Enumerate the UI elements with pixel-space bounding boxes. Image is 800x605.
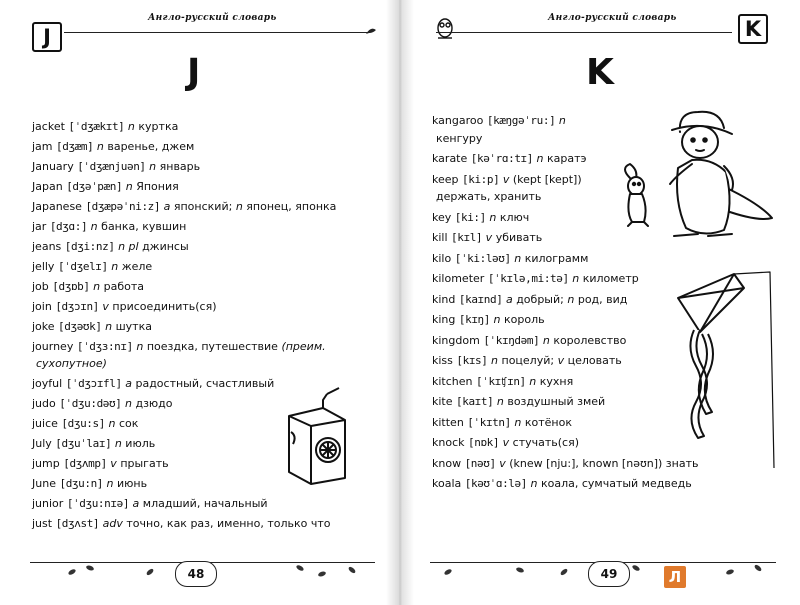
entry-word: joyful: [32, 377, 63, 390]
entry-part-of-speech: a: [132, 497, 140, 510]
entry-part-of-speech: n: [108, 417, 116, 430]
entry-translation: японец, японка: [246, 200, 337, 213]
entry-transcription: [dʒʌst]: [55, 517, 100, 530]
entry-translation: род, вид: [577, 292, 628, 306]
page-number: 49: [588, 561, 630, 587]
right-page: [400, 0, 800, 605]
entry-translation: целовать: [567, 354, 622, 367]
entry-part-of-speech: n: [530, 477, 538, 490]
entry-part-of-speech: n: [493, 313, 501, 326]
entry-transcription: [dʒɑ:]: [49, 220, 88, 233]
entry-translation: радостный, счастливый: [135, 377, 275, 390]
entry-note: (преим.: [281, 340, 326, 353]
entry-translation: присоединить(ся): [112, 300, 217, 313]
entry-transcription: [ki:]: [454, 210, 486, 224]
dictionary-entry: [32, 517, 331, 530]
entry-transcription: [kɪs]: [456, 354, 488, 367]
entry-translation: июль: [125, 437, 156, 450]
entry-part-of-speech: n: [114, 437, 122, 450]
entry-translation: килограмм: [524, 251, 589, 265]
entry-transcription: [ˈdʒɜ:nɪ]: [76, 340, 133, 353]
entry-part-of-speech: n pl: [118, 240, 139, 253]
entry-translation: январь: [159, 160, 201, 173]
entry-transcription: [kəˈrɑ:tɪ]: [470, 152, 533, 165]
entry-word: king: [432, 313, 456, 326]
entry-part-of-speech: v: [557, 354, 565, 367]
running-header: Англо-русский словарь: [148, 13, 277, 23]
entry-translation: котёнок: [524, 415, 572, 429]
entry-transcription: [dʒəʊk]: [58, 320, 102, 333]
dictionary-entry: [432, 252, 588, 265]
dictionary-entry: [432, 272, 639, 285]
header-rule: [64, 32, 370, 33]
entry-part-of-speech: n: [536, 152, 544, 165]
entry-word: karate: [432, 152, 468, 165]
dictionary-entry: [32, 180, 179, 193]
dictionary-entry: [32, 300, 217, 313]
entry-translation: поцелуй;: [501, 354, 555, 367]
entry-transcription: [dʒi:nz]: [64, 240, 115, 253]
entry-word: January: [32, 160, 74, 173]
dictionary-entry: [432, 293, 627, 306]
dictionary-entry: [432, 313, 545, 326]
entry-part-of-speech: n: [529, 374, 537, 388]
entry-word: kilometer: [432, 272, 485, 285]
entry-transcription: [ˈkɪlə,mi:tə]: [487, 272, 569, 285]
entry-translation: июнь: [117, 477, 148, 490]
entry-translation: дзюдо: [135, 397, 173, 410]
dictionary-entry: [32, 377, 274, 390]
entry-part-of-speech: n: [96, 140, 104, 153]
entry-translation: банка, кувшин: [101, 220, 187, 233]
entry-part-of-speech: n: [125, 180, 133, 193]
dictionary-entry: [32, 200, 336, 213]
entry-transcription: [ˈdʒu:nɪə]: [66, 497, 130, 510]
dictionary-entry: [32, 280, 144, 293]
entry-transcription: [nəʊ]: [464, 456, 496, 470]
entry-translation: поездка, путешествие: [146, 340, 278, 353]
entry-translation: стучать(ся): [512, 436, 579, 449]
dictionary-entry: [32, 340, 326, 353]
entry-transcription: [ˈdʒelɪ]: [57, 260, 108, 273]
header-rule: [436, 32, 732, 33]
entry-transcription: [ki:p]: [462, 172, 500, 186]
entry-translation: точно, как раз, именно, только что: [126, 517, 331, 530]
entry-continuation: сухопутное): [36, 357, 107, 370]
entry-part-of-speech: n: [105, 320, 113, 333]
entry-transcription: [ˈkɪtn]: [467, 415, 511, 429]
dictionary-entry: [32, 457, 169, 470]
entry-translation: джинсы: [142, 240, 189, 253]
entry-word: jam: [32, 140, 53, 153]
entry-transcription: [kaɪt]: [456, 395, 494, 408]
entry-part-of-speech: v: [502, 436, 510, 449]
entry-transcription: [ˈkɪŋdəm]: [483, 333, 540, 347]
entry-translation: каратэ: [546, 152, 587, 165]
entry-word: kite: [432, 395, 453, 408]
dictionary-entry: [432, 477, 692, 490]
entry-word: Japan: [32, 180, 63, 193]
entry-transcription: [ˈki:ləʊ]: [454, 251, 511, 265]
entry-part-of-speech: n: [90, 220, 98, 233]
entry-transcription: [kaɪnd]: [458, 292, 503, 306]
section-letter: K: [586, 52, 614, 93]
entry-part-of-speech: n: [111, 260, 119, 273]
leaf-decoration-icon: [440, 560, 770, 582]
publisher-logo: Л: [664, 566, 686, 588]
entry-translation: убивать: [495, 231, 543, 244]
entry-translation: младший, начальный: [142, 497, 268, 510]
section-letter-tab: J: [32, 22, 62, 52]
entry-translation: сок: [118, 417, 139, 430]
entry-transcription: [ˈkɪʧɪn]: [476, 374, 526, 388]
running-header: Англо-русский словарь: [548, 13, 677, 23]
entry-part-of-speech: a: [505, 292, 513, 306]
entry-transcription: [dʒʌmp]: [63, 457, 107, 470]
entry-part-of-speech: n: [572, 272, 580, 285]
kangaroo-illustration: [608, 106, 778, 246]
entry-transcription: [dʒæm]: [56, 140, 94, 153]
entry-continuation: держать, хранить: [436, 190, 542, 203]
dictionary-entry: [32, 160, 200, 173]
entry-word: jeans: [32, 240, 62, 253]
entry-part-of-speech: n: [567, 292, 575, 306]
entry-transcription: [dʒɒb]: [52, 280, 90, 293]
dictionary-entry: [32, 437, 155, 450]
entry-word: judo: [32, 397, 56, 410]
entry-part-of-speech: n: [489, 210, 497, 224]
entry-translation: коала, сумчатый медведь: [540, 477, 692, 490]
entry-translation: королевство: [553, 333, 627, 347]
entry-word: juice: [32, 417, 58, 430]
entry-translation: (knew [nju:], known [nəʊn]) знать: [509, 456, 699, 470]
dictionary-entry: [432, 231, 542, 244]
entry-word: kitten: [432, 415, 464, 429]
entry-word: kilo: [432, 251, 452, 265]
entry-word: jelly: [32, 260, 55, 273]
entry-part-of-speech: n: [124, 397, 132, 410]
entry-transcription: [dʒɔɪn]: [55, 300, 99, 313]
entry-part-of-speech: v: [499, 456, 506, 470]
owl-icon: [434, 16, 456, 42]
entry-part-of-speech: a: [163, 200, 171, 213]
entry-transcription: [dʒəˈpæn]: [66, 180, 123, 193]
entry-word: joke: [32, 320, 55, 333]
entry-transcription: [ˈdʒɔɪfl]: [65, 377, 122, 390]
dictionary-entry: [32, 220, 186, 233]
dictionary-entry: [32, 477, 147, 490]
entry-word: junior: [32, 497, 64, 510]
dictionary-entry: [32, 320, 152, 333]
dictionary-entry: [432, 211, 529, 224]
entry-word: jacket: [32, 120, 65, 133]
dictionary-entry: [32, 240, 189, 253]
entry-transcription: [dʒuˈlaɪ]: [55, 437, 112, 450]
entry-part-of-speech: n: [542, 333, 550, 347]
entry-transcription: [kəʊˈɑ:lə]: [464, 477, 527, 490]
juice-box-illustration: [283, 386, 355, 486]
entry-transcription: [kɪl]: [451, 231, 483, 244]
entry-transcription: [nɒk]: [468, 436, 500, 449]
entry-word: keep: [432, 172, 459, 186]
dictionary-entry: [432, 354, 622, 367]
entry-translation: японский;: [173, 200, 233, 213]
entry-word: kill: [432, 231, 448, 244]
entry-word: job: [32, 280, 49, 293]
entry-part-of-speech: n: [491, 354, 498, 367]
flourish-icon: [364, 24, 378, 38]
dictionary-entry: [32, 260, 152, 273]
dictionary-entry: [432, 416, 572, 429]
entry-transcription: [kɪŋ]: [458, 313, 491, 326]
dictionary-entry: [432, 114, 566, 127]
dictionary-entry: [32, 497, 268, 510]
entry-part-of-speech: n: [235, 200, 243, 213]
entry-word: just: [32, 517, 53, 530]
entry-translation: добрый;: [516, 292, 564, 306]
entry-word: knock: [432, 436, 465, 449]
entry-translation: король: [504, 313, 545, 326]
entry-transcription: [ˈdʒænjuən]: [77, 160, 146, 173]
entry-part-of-speech: n: [106, 477, 114, 490]
entry-part-of-speech: v: [502, 172, 510, 186]
entry-part-of-speech: n: [558, 114, 566, 127]
entry-translation: (kept [kept]): [512, 172, 582, 186]
entry-translation: километр: [582, 272, 639, 285]
entry-translation: куртка: [138, 120, 179, 133]
dictionary-entry: [432, 395, 605, 408]
entry-transcription: [dʒu:s]: [61, 417, 105, 430]
entry-part-of-speech: v: [485, 231, 493, 244]
entry-part-of-speech: n: [514, 415, 522, 429]
entry-part-of-speech: a: [125, 377, 132, 390]
entry-part-of-speech: n: [127, 120, 135, 133]
dictionary-entry: [32, 417, 138, 430]
entry-word: kitchen: [432, 374, 473, 388]
leaf-decoration-icon: [60, 560, 380, 582]
entry-translation: воздушный змей: [507, 395, 606, 408]
entry-transcription: [kæŋgəˈru:]: [486, 114, 556, 127]
dictionary-entry: [432, 436, 579, 449]
entry-transcription: [ˈdʒækɪt]: [68, 120, 125, 133]
entry-word: July: [32, 437, 52, 450]
entry-word: jump: [32, 457, 60, 470]
entry-translation: шутка: [115, 320, 152, 333]
entry-word: key: [432, 210, 452, 224]
entry-part-of-speech: n: [496, 395, 504, 408]
dictionary-entry: [32, 120, 178, 133]
entry-continuation: кенгуру: [436, 131, 483, 145]
entry-transcription: [dʒu:n]: [59, 477, 104, 490]
entry-word: kiss: [432, 354, 453, 367]
entry-part-of-speech: n: [149, 160, 157, 173]
entry-word: kangaroo: [432, 114, 484, 127]
entry-word: June: [32, 477, 56, 490]
entry-translation: желе: [121, 260, 153, 273]
entry-word: know: [432, 456, 462, 470]
entry-part-of-speech: n: [93, 280, 101, 293]
entry-translation: варенье, джем: [107, 140, 195, 153]
dictionary-entry: [32, 397, 173, 410]
dictionary-entry: [432, 152, 587, 165]
page-number: 48: [175, 561, 217, 587]
entry-word: join: [32, 300, 52, 313]
entry-part-of-speech: adv: [102, 517, 123, 530]
entry-word: koala: [432, 477, 462, 490]
dictionary-entry: [432, 173, 582, 186]
kite-illustration: [658, 268, 778, 468]
entry-translation: ключ: [499, 210, 530, 224]
entry-translation: работа: [103, 280, 144, 293]
dictionary-entry: [432, 334, 626, 347]
entry-part-of-speech: n: [136, 340, 144, 353]
entry-word: kingdom: [432, 333, 480, 347]
entry-translation: кухня: [539, 374, 574, 388]
entry-word: jar: [32, 220, 47, 233]
entry-transcription: [ˈdʒu:dəʊ]: [59, 397, 122, 410]
dictionary-entry: [32, 140, 194, 153]
entry-word: Japanese: [32, 200, 82, 213]
section-letter-tab: K: [738, 14, 768, 44]
entry-transcription: [dʒæpəˈni:z]: [85, 200, 161, 213]
entry-part-of-speech: v: [110, 457, 117, 470]
entry-translation: прыгать: [120, 457, 169, 470]
entry-part-of-speech: v: [102, 300, 109, 313]
entry-word: kind: [432, 292, 456, 306]
dictionary-entry: [432, 375, 573, 388]
entry-part-of-speech: n: [514, 251, 522, 265]
entry-translation: Япония: [136, 180, 179, 193]
entry-word: journey: [32, 340, 74, 353]
section-letter: J: [187, 52, 201, 93]
